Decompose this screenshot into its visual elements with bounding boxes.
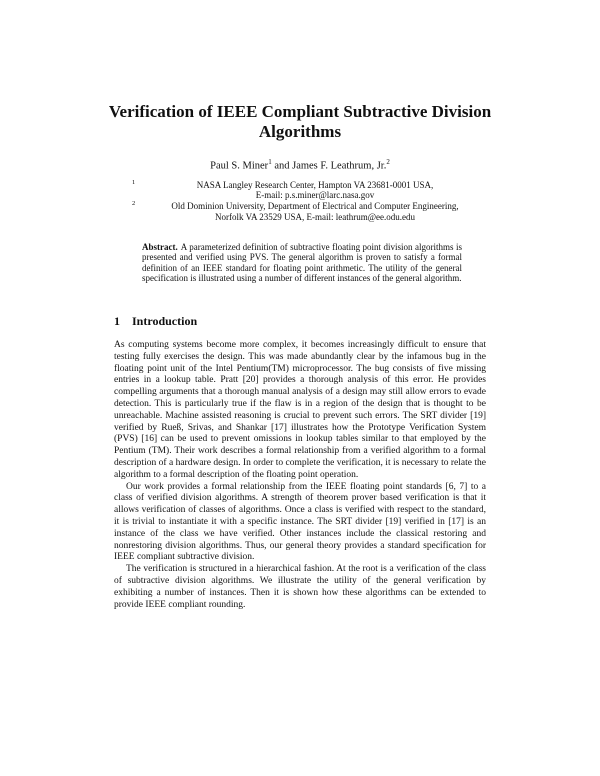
affiliation-line: NASA Langley Research Center, Hampton VA 23681-0001 USA, <box>196 180 434 190</box>
affiliation <box>132 200 490 222</box>
abstract-label: Abstract. <box>142 242 178 252</box>
section-body <box>114 340 486 611</box>
affiliation-email: Norfolk VA 23529 USA, E-mail: leathrum@ee.odu.edu <box>215 211 415 222</box>
affiliation <box>132 179 490 201</box>
author-affiliation-mark: 1 <box>268 158 272 166</box>
affiliations <box>132 179 490 222</box>
section-heading <box>114 314 197 329</box>
author-name: James F. Leathrum, Jr. <box>292 160 387 172</box>
body-paragraph: The verification is structured in a hierarchical fashion. At the root is a verification of the class of subtractive division algorithms. We illustrate the utility of the general verification by exhibiting a number of instances. Then it is shown how these algorithms can be extended to provide IEEE compliant rounding. <box>114 564 486 610</box>
affiliation-email: E-mail: p.s.miner@larc.nasa.gov <box>255 190 375 201</box>
author-line <box>100 156 500 173</box>
affiliation-mark: 2 <box>132 200 136 208</box>
section-number: 1 <box>114 314 120 328</box>
affiliation-line: Old Dominion University, Department of Electrical and Computer Engineering, <box>171 201 459 212</box>
author-affiliation-mark: 2 <box>386 158 390 166</box>
author-conjunction: and <box>274 160 290 172</box>
affiliation-mark: 1 <box>132 179 136 186</box>
abstract-text: A parameterized definition of subtractive floating point division algorithms is presented and verified using PVS. The general algorithm is proven to satisfy a formal definition of an IEEE standard for floating point arithmetic. The utility of the general specification is illustrated using a number of different instances of the general algorithm. <box>142 242 462 283</box>
body-paragraph: As computing systems become more complex, it becomes increasingly difficult to ensure that testing fully exercises the design. This was made abundantly clear by the infamous bug in the floating point unit of the Intel Pentium(TM) microprocessor. The bug consists of five missing entries in a lookup table. Pratt [20] provides a thorough analysis of this error. He provides compelling arguments that a thorough manual analysis of a design may still allow errors to evade detection. This is particularly true if the flaw is in a region of the design that is thought to be unreachable. Machine assisted reasoning is crucial to prevent such errors. The SRT divider [19] verified by Rueß, Srivas, and Shankar [17] illustrates how the Prototype Verification System (PVS) [16] can be used to prevent omissions in lookup tables similar to that employed by the Pentium (TM). Their work describes a formal relationship from a verified algorithm to a formal description of a hardware design. In order to complete the verification, it is necessary to relate the algorithm to a formal description of the floating point operation. <box>114 340 486 480</box>
abstract <box>142 242 462 283</box>
section-title: Introduction <box>132 314 198 328</box>
paper-title: Verification of IEEE Compliant Subtractive Division Algorithms <box>108 102 492 141</box>
author-name: Paul S. Miner <box>210 160 269 172</box>
body-paragraph: Our work provides a formal relationship from the IEEE floating point standards [6, 7] to a class of verified division algorithms. A strength of theorem prover based verification is that it allows verification of classes of algorithms. Once a class is verified with respect to the standard, it is trivial to instantiate it with a specific instance. The SRT divider [19] verified in [17] is an instance of the class we have verified. Other instances include the classical restoring and nonrestoring division algorithms. Thus, our general theory provides a standard specification for IEEE compliant subtractive division. <box>114 481 486 563</box>
